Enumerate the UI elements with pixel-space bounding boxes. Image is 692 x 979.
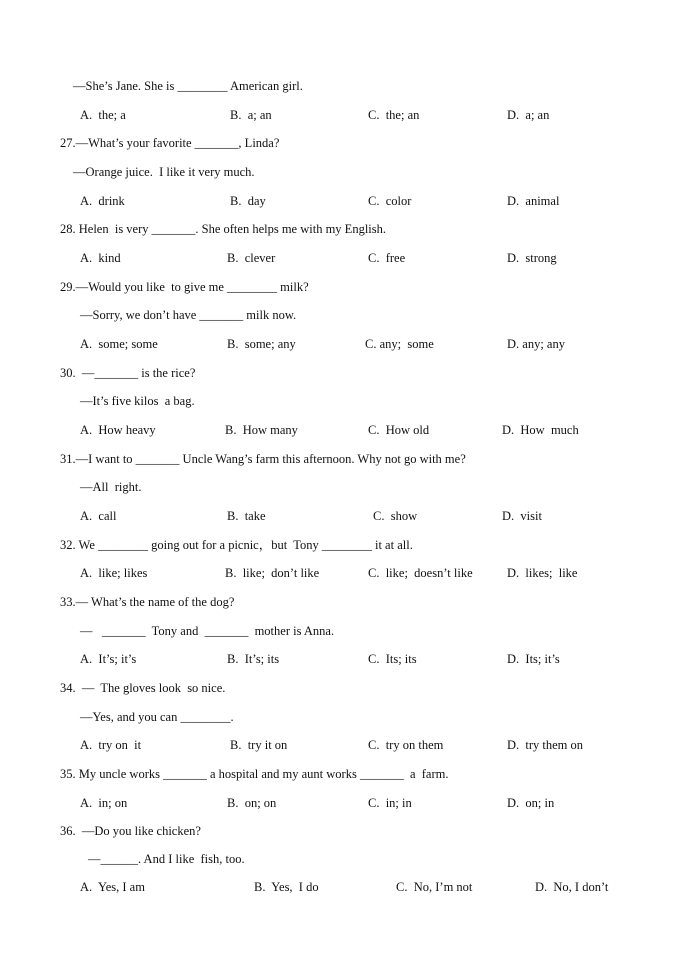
- option-a: A. drink: [80, 194, 125, 208]
- option-c: C. like; doesn’t like: [368, 566, 473, 580]
- question-line: 29.—Would you like to give me ________ milk?: [60, 280, 309, 294]
- option-a: A. How heavy: [80, 423, 156, 437]
- option-b: B. take: [227, 509, 266, 523]
- question-line: — _______ Tony and _______ mother is Anna.: [80, 624, 335, 638]
- option-d: D. How much: [502, 423, 579, 437]
- option-c: C. in; in: [368, 796, 412, 810]
- question-line: 30. —_______ is the rice?: [60, 366, 196, 380]
- option-a: A. Yes, I am: [80, 880, 145, 894]
- question-line: —Sorry, we don’t have _______ milk now.: [80, 308, 297, 322]
- question-line: —It’s five kilos a bag.: [80, 394, 195, 408]
- question-line: 27.—What’s your favorite _______, Linda?: [60, 136, 280, 150]
- option-b: B. day: [230, 194, 266, 208]
- option-b: B. clever: [227, 251, 276, 265]
- option-c: C. show: [373, 509, 418, 523]
- option-a: A. try on it: [80, 738, 142, 752]
- option-d: D. try them on: [507, 738, 584, 752]
- question-line: 33.— What’s the name of the dog?: [60, 595, 235, 609]
- question-line: —All right.: [80, 480, 142, 494]
- question-line: 31.—I want to _______ Uncle Wang’s farm this afternoon. Why not go with me?: [60, 452, 466, 466]
- question-line: 35. My uncle works _______ a hospital and my aunt works _______ a farm.: [60, 767, 449, 781]
- option-b: B. try it on: [230, 738, 288, 752]
- option-a: A. It’s; it’s: [80, 652, 137, 666]
- option-c: C. color: [368, 194, 412, 208]
- option-c: C. any; some: [365, 337, 434, 351]
- question-line: —______. And I like fish, too.: [88, 852, 245, 866]
- option-a: A. the; a: [80, 108, 126, 122]
- option-c: C. try on them: [368, 738, 444, 752]
- option-d: D. a; an: [507, 108, 550, 122]
- question-line: 32. We ________ going out for a picnic，but Tony ________ it at all.: [60, 538, 413, 552]
- option-a: A. some; some: [80, 337, 158, 351]
- option-b: B. on; on: [227, 796, 277, 810]
- question-line: 34. — The gloves look so nice.: [60, 681, 226, 695]
- option-b: B. like; don’t like: [225, 566, 320, 580]
- option-c: C. the; an: [368, 108, 420, 122]
- option-c: C. Its; its: [368, 652, 417, 666]
- option-d: D. No, I don’t: [535, 880, 609, 894]
- question-line: —Yes, and you can ________.: [80, 710, 234, 724]
- option-c: C. No, I’m not: [396, 880, 473, 894]
- question-line: —Orange juice. I like it very much.: [73, 165, 255, 179]
- option-b: B. some; any: [227, 337, 296, 351]
- option-a: A. in; on: [80, 796, 128, 810]
- option-b: B. a; an: [230, 108, 272, 122]
- option-a: A. like; likes: [80, 566, 148, 580]
- option-d: D. animal: [507, 194, 560, 208]
- option-d: D. any; any: [507, 337, 565, 351]
- option-d: D. strong: [507, 251, 557, 265]
- option-d: D. visit: [502, 509, 542, 523]
- option-b: B. It’s; its: [227, 652, 280, 666]
- option-a: A. call: [80, 509, 117, 523]
- option-c: C. free: [368, 251, 406, 265]
- option-a: A. kind: [80, 251, 121, 265]
- option-b: B. Yes, I do: [254, 880, 319, 894]
- question-line: 36. —Do you like chicken?: [60, 824, 201, 838]
- question-line: —She’s Jane. She is ________ American girl.: [73, 79, 303, 93]
- question-line: 28. Helen is very _______. She often helps me with my English.: [60, 222, 387, 236]
- option-d: D. on; in: [507, 796, 555, 810]
- option-d: D. Its; it’s: [507, 652, 560, 666]
- option-c: C. How old: [368, 423, 430, 437]
- option-b: B. How many: [225, 423, 298, 437]
- option-d: D. likes; like: [507, 566, 578, 580]
